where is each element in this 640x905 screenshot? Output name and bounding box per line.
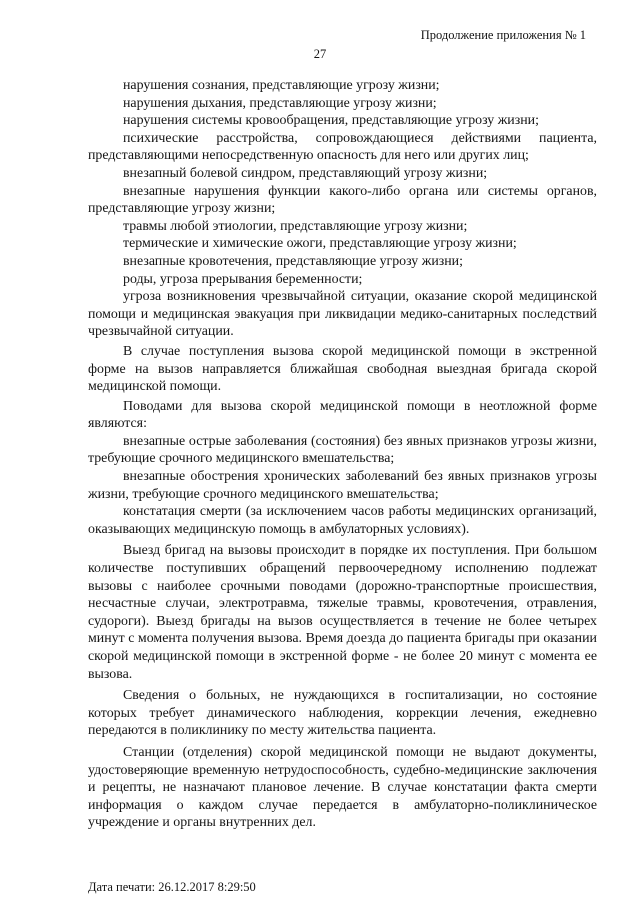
paragraph-9: внезапные кровотечения, представляющие угрозу жизни;: [123, 253, 463, 269]
page-number: 27: [313, 47, 327, 61]
paragraph-5: внезапный болевой синдром, представляющий угрозу жизни;: [123, 165, 488, 181]
paragraph-18: Сведения о больных, не нуждающихся в госпитализации, но состояние которых требует динамического наблюдения, коррекции лечения, ежедневно передаются в поликлинику по месту жительства пациента.: [88, 688, 597, 739]
print-date: Дата печати: 26.12.2017 8:29:50: [88, 880, 256, 894]
paragraph-2: нарушения дыхания, представляющие угрозу жизни;: [123, 95, 437, 111]
paragraph-13: Поводами для вызова скорой медицинской помощи в неотложной форме являются:: [88, 398, 597, 432]
paragraph-11: угроза возникновения чрезвычайной ситуации, оказание скорой медицинской помощи и медицинская эвакуация при ликвидации медико-санитарных последствий чрезвычайной ситуации.: [88, 289, 597, 340]
paragraph-3: нарушения системы кровообращения, представляющие угрозу жизни;: [123, 113, 539, 129]
paragraph-8: термические и химические ожоги, представляющие угрозу жизни;: [123, 236, 517, 252]
paragraph-4: психические расстройства, сопровождающиеся действиями пациента, представляющими непосредственную опасность для него или других лиц;: [88, 130, 597, 164]
paragraph-16: констатация смерти (за исключением часов работы медицинских организаций, оказывающих медицинскую помощь в амбулаторных условиях).: [88, 504, 597, 537]
paragraph-10: роды, угроза прерывания беременности;: [123, 271, 363, 287]
paragraph-14: внезапные острые заболевания (состояния) без явных признаков угрозы жизни, требующие срочного медицинского вмешательства;: [88, 433, 597, 467]
paragraph-6: внезапные нарушения функции какого-либо органа или системы органов, представляющие угрозу жизни;: [88, 183, 597, 217]
paragraph-19: Станции (отделения) скорой медицинской помощи не выдают документы, удостоверяющие временную нетрудоспособность, судебно-медицинские заключения и рецепты, не назначают плановое лечение. В случае констатации факта смерти информация о каждом случае передается в амбулаторно-поликлиническое учреждение и органы внутренних дел.: [88, 744, 597, 831]
paragraph-15: внезапные обострения хронических заболеваний без явных признаков угрозы жизни, требующие срочного медицинского вмешательства;: [88, 469, 597, 502]
paragraph-1: нарушения сознания, представляющие угрозу жизни;: [123, 78, 440, 93]
paragraph-12: В случае поступления вызова скорой медицинской помощи в экстренной форме на вызов направляется ближайшая свободная выездная бригада скорой медицинской помощи.: [88, 343, 597, 395]
paragraph-7: травмы любой этиологии, представляющие угрозу жизни;: [123, 218, 468, 234]
paragraph-17: Выезд бригад на вызовы происходит в порядке их поступления. При большом количестве поступивших обращений первоочередному исполнению подлежат вызовы с наиболее срочными поводами (дорожно-транспортные происшествия, несчастные случаи, электротравма, тяжелые травмы, кровотечения, отравления, судороги). Выезд бригады на вызов осуществляется в течение не более четырех минут с момента получения вызова. Время доезда до пациента бригады при оказании скорой медицинской помощи в экстренной форме - не более 20 минут с момента ее вызова.: [88, 543, 597, 682]
appendix-label: Продолжение приложения № 1: [420, 28, 586, 42]
document-body: [88, 77, 597, 832]
